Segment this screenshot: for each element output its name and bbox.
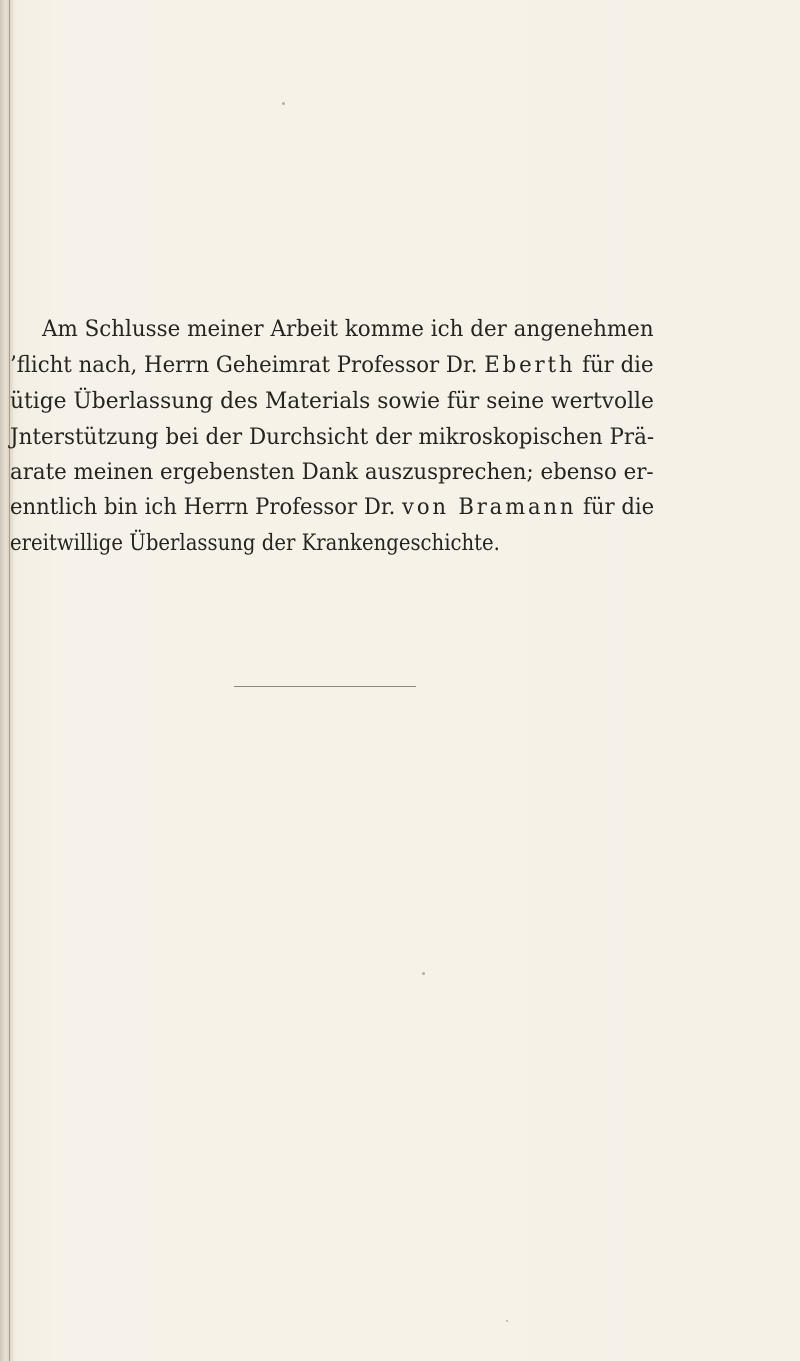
paper-speck [422, 972, 425, 975]
text-line-6 [10, 490, 654, 524]
text-line-2 [10, 348, 654, 382]
text-line-2-start: ’flicht nach, Herrn Geheimrat Professor Dr. [10, 352, 485, 378]
text-line-7: ereitwillige Überlassung der Krankengeschichte. [10, 530, 500, 556]
text-line-4: Jnterstützung bei der Durchsicht der mikroskopischen Prä- [10, 424, 655, 450]
paper-speck [282, 102, 285, 105]
text-line-5: arate meinen ergebensten Dank auszusprechen; ebenso er- [10, 459, 654, 485]
paper-speck [506, 1320, 508, 1322]
text-line-6-end: für die [576, 494, 655, 520]
text-line-2-end: für die [575, 352, 654, 378]
name-bramann: von Bramann [402, 494, 577, 520]
text-line-6-start: enntlich bin ich Herrn Professor Dr. [10, 494, 403, 520]
text-line-1: Am Schlusse meiner Arbeit komme ich der angenehmen [42, 316, 654, 342]
page-binding-edge [0, 0, 14, 1361]
text-line-3: ütige Überlassung des Materials sowie für seine wertvolle [10, 388, 654, 414]
binding-shadow-line [9, 0, 10, 1361]
closing-rule-divider [234, 686, 416, 687]
name-eberth: Eberth [484, 352, 576, 378]
